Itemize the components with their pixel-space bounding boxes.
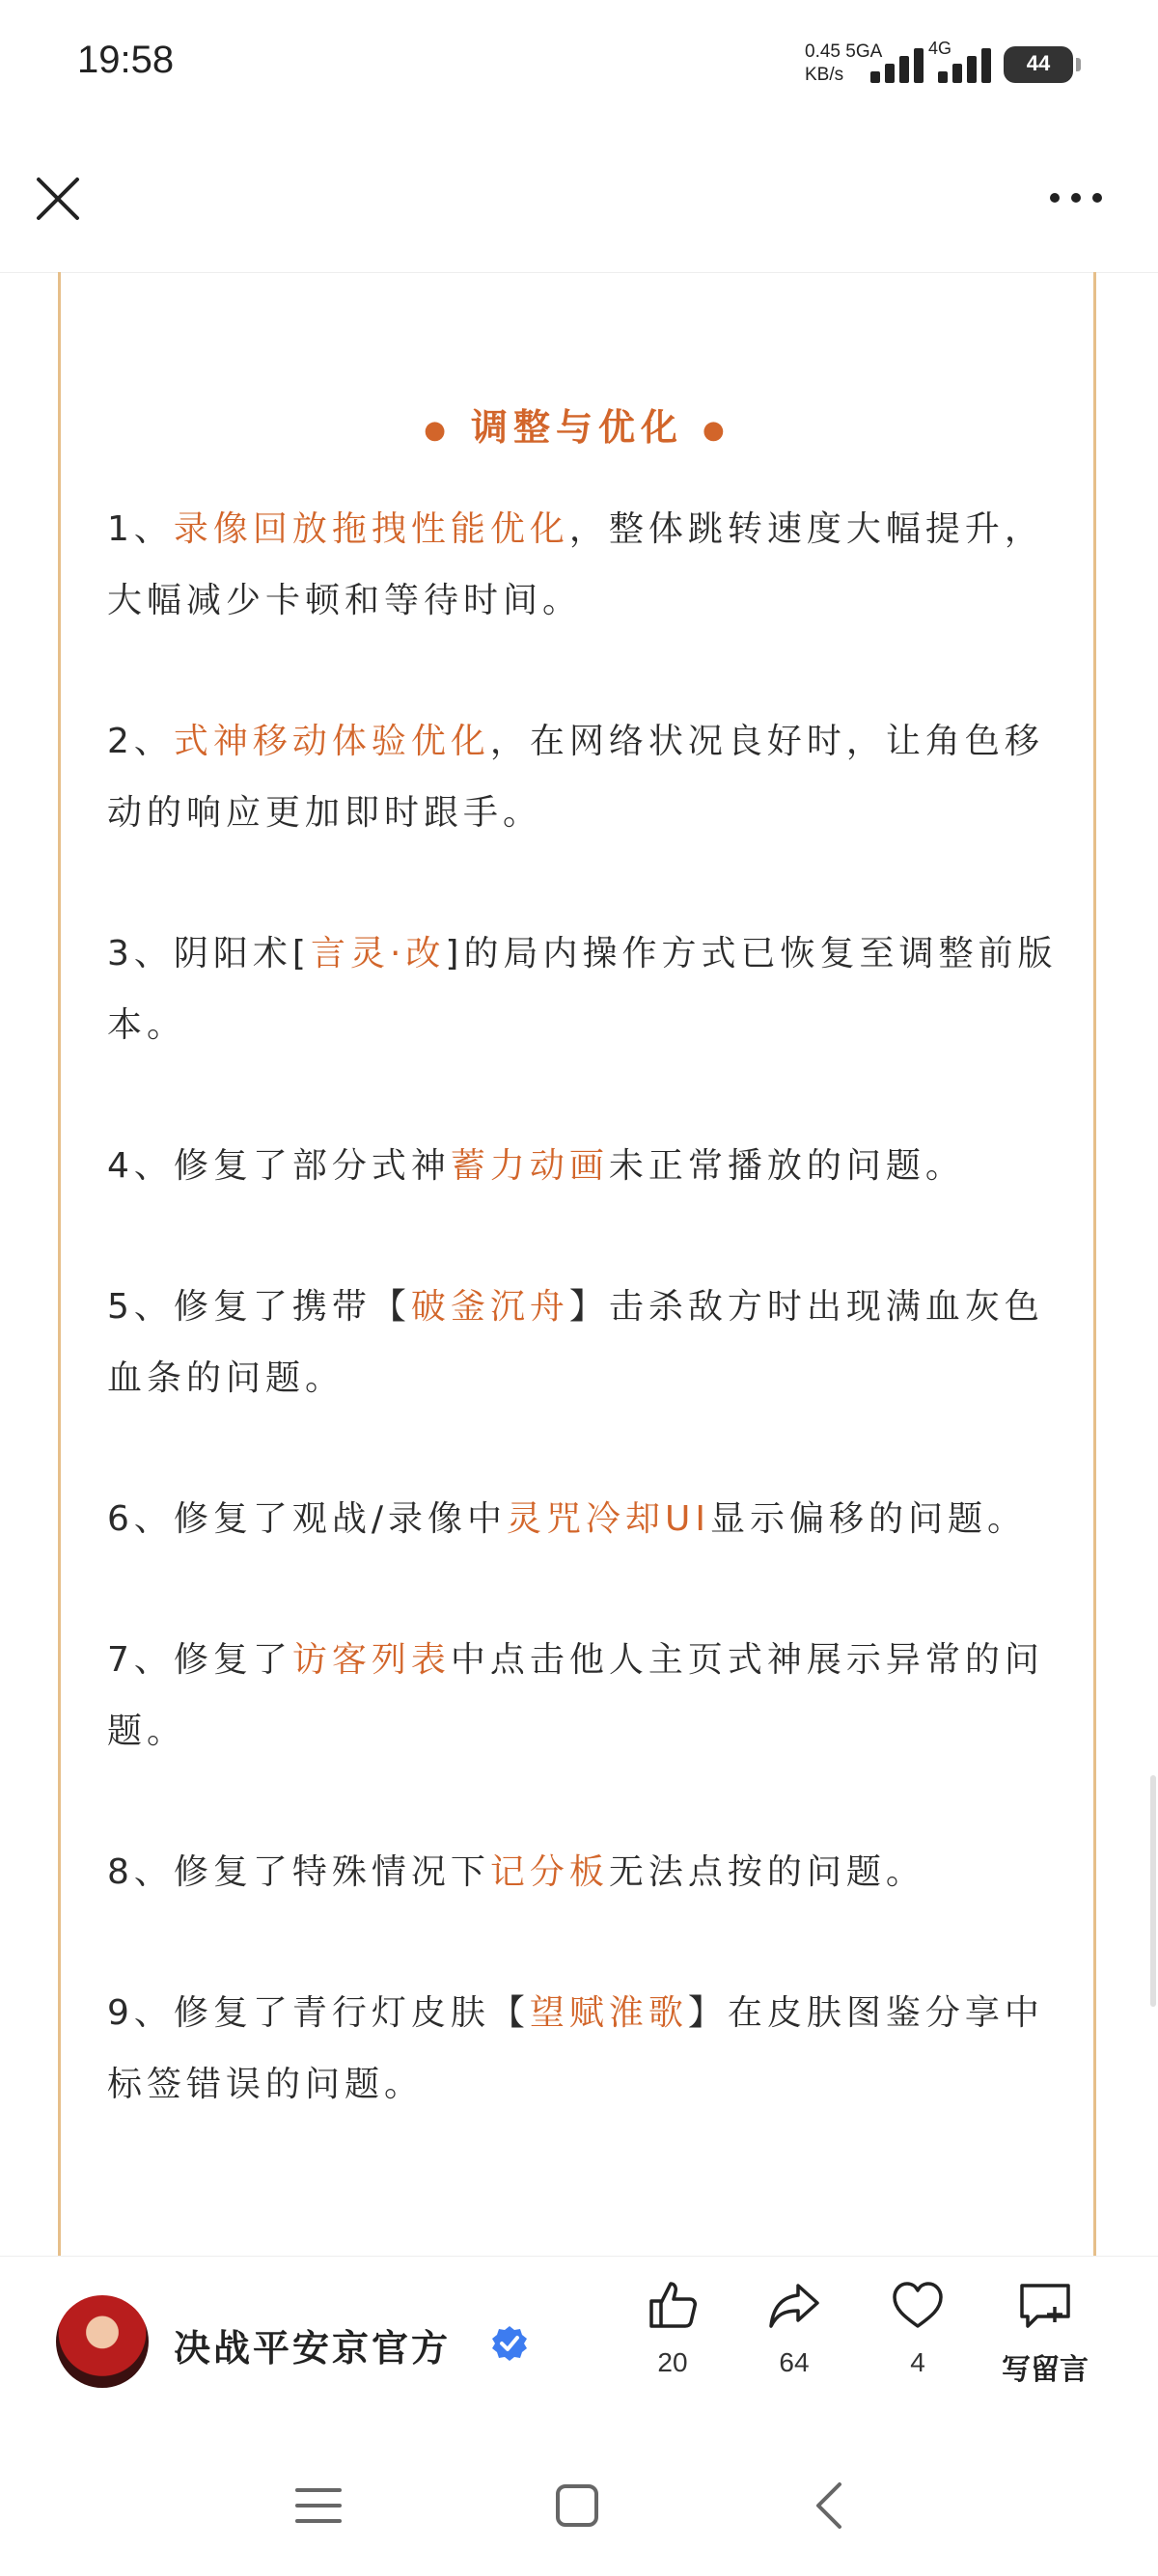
thumbs-up-icon <box>644 2276 702 2334</box>
menu-nav-button[interactable] <box>288 2475 349 2536</box>
update-item-4: 4、修复了部分式神蓄力动画未正常播放的问题。 <box>107 1146 965 1186</box>
status-bar <box>0 0 1158 125</box>
highlight-text: 式神移动体验优化 <box>173 722 490 761</box>
comment-add-icon <box>1016 2276 1074 2334</box>
update-item-8: 8、修复了特殊情况下记分板无法点按的问题。 <box>107 1852 925 1892</box>
comment-button[interactable] <box>992 2276 1098 2388</box>
status-time: 19:58 <box>77 39 175 81</box>
bullet-dot-icon: ● <box>424 415 452 445</box>
highlight-text: 望赋淮歌 <box>529 1993 688 2033</box>
network-speed-unit: KB/s <box>805 65 844 85</box>
update-item-1: 1、录像回放拖拽性能优化，整体跳转速度大幅提升，大幅减少卡顿和等待时间。 <box>107 509 1044 620</box>
close-button[interactable] <box>29 170 87 228</box>
update-item-7: 7、修复了访客列表中点击他人主页式神展示异常的问题。 <box>107 1640 1044 1751</box>
article-content <box>58 272 1096 2256</box>
share-button[interactable] <box>741 2276 847 2378</box>
share-count: 64 <box>779 2347 810 2377</box>
hamburger-menu-icon <box>288 2475 349 2536</box>
highlight-text: 访客列表 <box>291 1640 451 1680</box>
verified-badge-icon <box>490 2324 529 2363</box>
highlight-text: 录像回放拖拽性能优化 <box>173 509 569 549</box>
highlight-text: 蓄力动画 <box>450 1146 609 1186</box>
home-square-icon <box>546 2475 608 2536</box>
battery-icon <box>1004 46 1073 83</box>
more-dots-icon <box>1042 174 1110 222</box>
update-item-2: 2、式神移动体验优化，在网络状况良好时，让角色移动的响应更加即时跟手。 <box>107 722 1044 833</box>
more-options-button[interactable] <box>1042 174 1110 222</box>
update-list <box>107 494 1072 2190</box>
section-title <box>61 397 1093 451</box>
network-speed-value: 0.45 <box>805 41 841 62</box>
share-arrow-icon <box>765 2276 823 2334</box>
back-chevron-icon <box>801 2475 863 2536</box>
system-nav-bar <box>0 2425 1158 2576</box>
update-item-3: 3、阴阳术[言灵·改]的局内操作方式已恢复至调整前版本。 <box>107 934 1058 1045</box>
like-button[interactable] <box>620 2276 726 2378</box>
highlight-text: 灵咒冷却UI <box>507 1499 711 1539</box>
favorite-button[interactable] <box>865 2276 971 2378</box>
bullet-dot-icon: ● <box>703 415 731 445</box>
section-title-text: 调整与优化 <box>470 406 683 449</box>
update-item-5: 5、修复了携带【破釜沉舟】击杀敌方时出现满血灰色血条的问题。 <box>107 1287 1044 1398</box>
battery-level: 44 <box>1026 51 1051 75</box>
signal-icon-secondary <box>938 44 1007 83</box>
network-type-5ga: 5GA <box>845 41 883 62</box>
favorite-count: 4 <box>910 2347 925 2377</box>
title-bar <box>0 125 1158 273</box>
back-nav-button[interactable] <box>801 2475 863 2536</box>
highlight-text: 言灵·改 <box>310 934 446 973</box>
home-nav-button[interactable] <box>546 2475 608 2536</box>
highlight-text: 破釜沉舟 <box>410 1287 569 1327</box>
close-icon <box>29 170 87 228</box>
update-item-6: 6、修复了观战/录像中灵咒冷却UI显示偏移的问题。 <box>107 1499 1028 1539</box>
like-count: 20 <box>657 2347 688 2377</box>
highlight-text: 记分板 <box>489 1852 609 1892</box>
update-item-9: 9、修复了青行灯皮肤【望赋淮歌】在皮肤图鉴分享中标签错误的问题。 <box>107 1993 1044 2104</box>
comment-label: 写留言 <box>1002 2353 1089 2387</box>
account-name[interactable]: 决战平安京官方 <box>174 2327 452 2370</box>
scrollbar-thumb[interactable] <box>1150 1775 1156 2007</box>
network-type-4g: 4G <box>928 39 952 58</box>
heart-icon <box>889 2276 947 2334</box>
bottom-action-bar <box>0 2256 1158 2425</box>
avatar[interactable] <box>56 2295 149 2388</box>
